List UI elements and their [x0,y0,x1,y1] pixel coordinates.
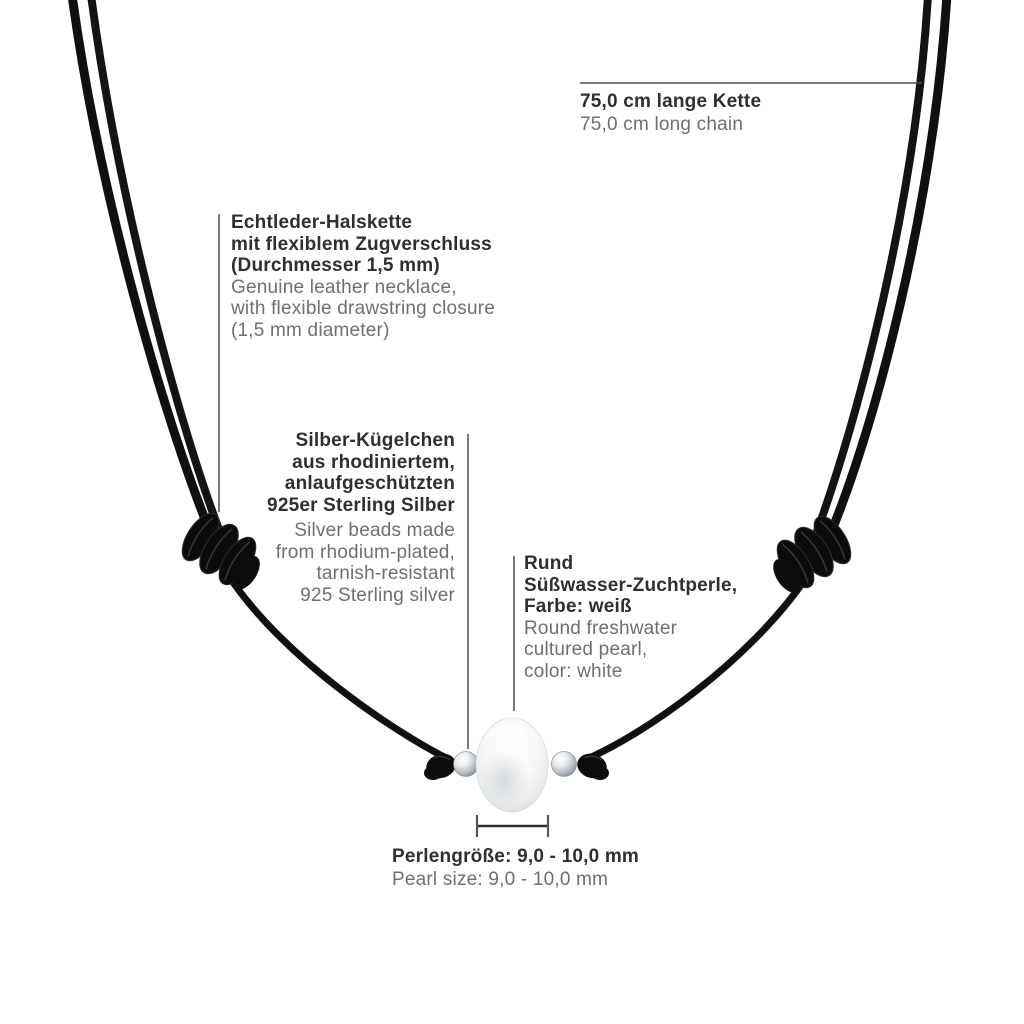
silver-label-en-line4: 925 Sterling silver [300,584,455,606]
silver-label-en-line3: tarnish-resistant [316,563,455,584]
silver-label-de-line3: anlaufgeschützten [284,473,455,494]
annotation-chain-length [580,90,761,136]
annotation-leather-necklace [231,212,495,341]
right-silver-bead [552,752,577,777]
pearl [476,718,548,812]
silver-label-de-line2: aus rhodiniertem, [292,451,455,473]
annotation-pearl-size [392,845,639,891]
silver-label-en-line2: from rhodium-plated, [275,541,455,563]
chain-length-label-en: 75,0 cm long chain [580,114,744,135]
pearl-size-label-en: Pearl size: 9,0 - 10,0 mm [392,869,609,890]
pearl-label-en-line1: Round freshwater [524,617,678,639]
leather-label-en-line2: with flexible drawstring closure [231,298,496,319]
leather-cord-left-strand-inner [91,0,223,540]
right-stopper-knot [574,750,610,782]
pearl-label-de-line3: Farbe: weiß [524,596,632,617]
leather-label-de-line3: (Durchmesser 1,5 mm) [231,255,440,276]
leather-label-en-line1: Genuine leather necklace, [231,276,457,298]
pearl-label-de-line1: Rund [524,553,574,574]
pearl-label-de-line2: Süßwasser-Zuchtperle, [524,574,738,596]
annotation-pearl [524,553,737,682]
left-sliding-knot [174,506,272,597]
pearl-size-bracket [477,815,548,837]
leather-label-de-line1: Echtleder-Halskette [231,212,413,233]
pearl-label-en-line2: cultured pearl, [524,639,648,660]
left-silver-bead [454,752,479,777]
leather-label-de-line2: mit flexiblem Zugverschluss [231,233,492,255]
chain-length-label-de: 75,0 cm lange Kette [580,91,762,112]
pearl-size-label-de: Perlengröße: 9,0 - 10,0 mm [392,846,640,867]
right-sliding-knot [760,509,858,600]
silver-label-en-line1: Silver beads made [294,520,455,541]
annotation-silver-beads [267,430,455,606]
leather-label-en-line3: (1,5 mm diameter) [231,319,390,341]
silver-label-de-line4: 925er Sterling Silber [267,494,455,516]
silver-label-de-line1: Silber-Kügelchen [295,430,455,451]
pearl-label-en-line3: color: white [524,660,623,682]
